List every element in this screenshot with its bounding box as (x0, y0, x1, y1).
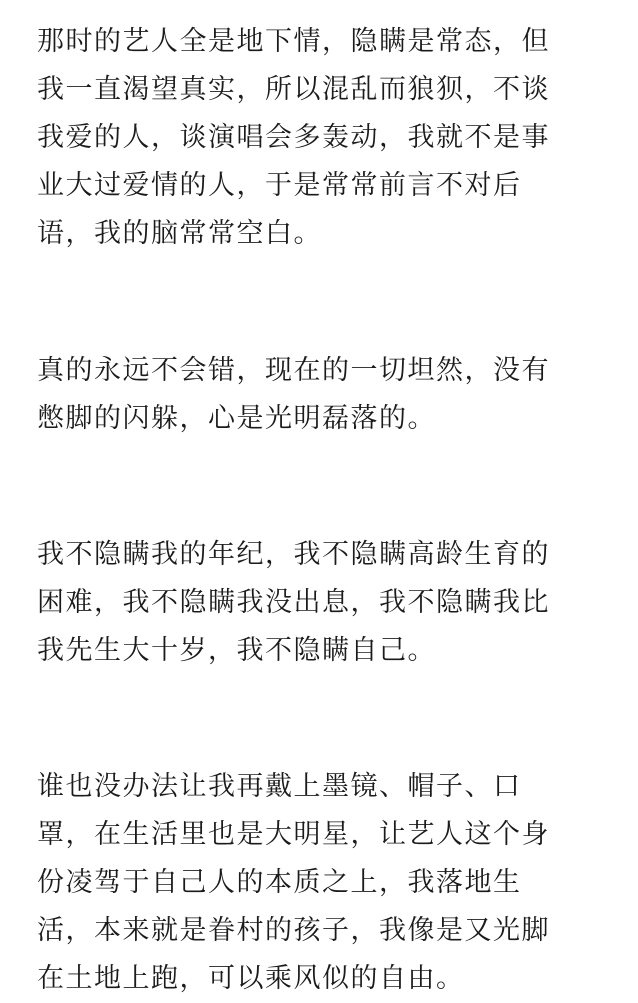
text-line: 真的永远不会错，现在的一切坦然，没有 (37, 355, 550, 386)
text-line: 罩，在生活里也是大明星，让艺人这个身 (37, 819, 550, 850)
text-line: 困难，我不隐瞒我没出息，我不隐瞒我比 (37, 587, 550, 618)
text-line: 活，本来就是眷村的孩子，我像是又光脚 (37, 915, 550, 946)
text-line: 我爱的人，谈演唱会多轰动，我就不是事 (37, 122, 550, 153)
text-line: 憋脚的闪躲，心是光明磊落的。 (37, 403, 436, 434)
text-line: 我不隐瞒我的年纪，我不隐瞒高龄生育的 (37, 539, 550, 570)
paragraph-2 (37, 347, 614, 443)
text-line: 在土地上跑，可以乘风似的自由。 (37, 963, 465, 994)
paragraph-1 (37, 18, 614, 258)
text-line: 份凌驾于自己人的本质之上，我落地生 (37, 867, 522, 898)
text-line: 我一直渴望真实，所以混乱而狼狈，不谈 (37, 74, 550, 105)
text-line: 谁也没办法让我再戴上墨镜、帽子、口 (37, 771, 522, 802)
text-line: 我先生大十岁，我不隐瞒自己。 (37, 635, 436, 666)
paragraph-3 (37, 531, 614, 675)
paragraph-4 (37, 763, 614, 1003)
text-line: 那时的艺人全是地下情，隐瞒是常态，但 (37, 26, 550, 57)
text-line: 业大过爱情的人，于是常常前言不对后 (37, 170, 522, 201)
text-line: 语，我的脑常常空白。 (37, 218, 322, 249)
